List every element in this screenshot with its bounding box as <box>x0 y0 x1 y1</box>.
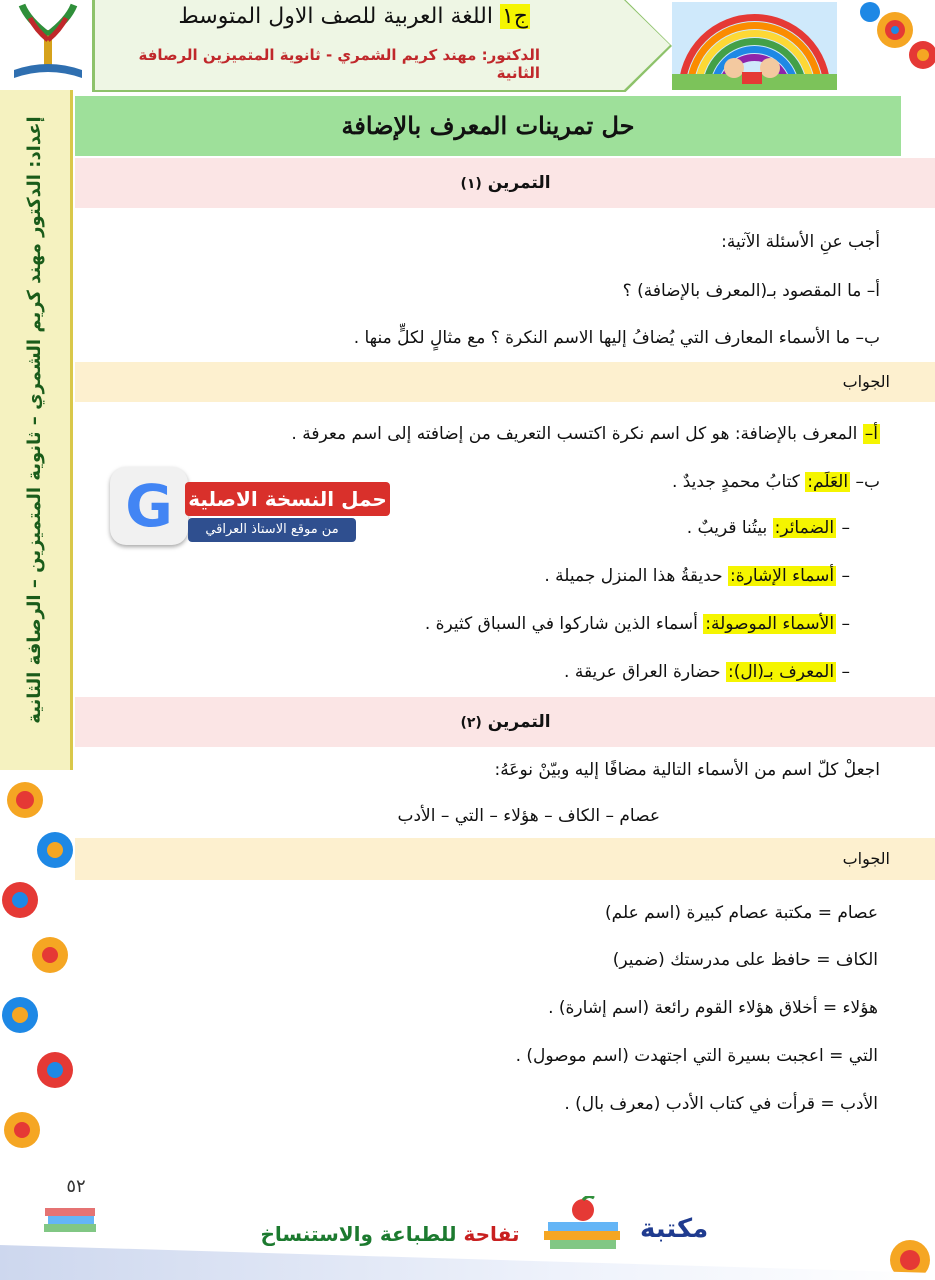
books-icon <box>40 1200 100 1240</box>
exercise2-answer: عصام = مكتبة عصام كبيرة (اسم علم) <box>605 903 878 923</box>
exercise2-title: التمرين (٢) <box>460 712 551 732</box>
answer-item: – أسماء الإشارة: حديقةُ هذا المنزل جميلة . <box>544 566 850 586</box>
answer2-label: الجواب <box>842 849 890 868</box>
exercise2-prompt: اجعلْ كلّ اسم من الأسماء التالية مضافًا إليه وبيّنْ نوعَهُ: <box>494 760 880 780</box>
google-letter: G <box>125 472 173 540</box>
bottom-bar <box>0 1245 935 1280</box>
badge-source-link[interactable]: من موقع الاستاذ العراقي <box>188 518 356 542</box>
page-number: ٥٢ <box>66 1176 86 1197</box>
exercise1-title: التمرين (١) <box>460 173 551 193</box>
answer1-label: الجواب <box>842 372 890 391</box>
ornament-left-icon <box>0 780 80 1170</box>
answer-a: أ– المعرف بالإضافة: هو كل اسم نكرة اكتسب التعريف من إضافته إلى اسم معرفة . <box>291 424 878 444</box>
exercise2-answer: التي = اعجبت بسيرة التي اجتهدت (اسم موصول) . <box>515 1046 878 1066</box>
school-logo-icon <box>8 0 88 82</box>
answer-item: – الضمائر: بيتُنا قريبٌ . <box>686 518 850 538</box>
exercise1-question-b: ب– ما الأسماء المعارف التي يُضافُ إليها الاسم النكرة ؟ مع مثالٍ لكلٍّ منها . <box>353 328 880 348</box>
answer-b: ب– العَلَم: كتابُ محمدٍ جديدٌ . <box>671 472 880 492</box>
ornament-top-right-icon <box>855 0 935 85</box>
exercise1-question-a: أ– ما المقصود بـ(المعرف بالإضافة) ؟ <box>622 281 880 301</box>
exercise2-answer: هؤلاء = أخلاق هؤلاء القوم رائعة (اسم إشارة) . <box>548 998 878 1018</box>
footer-name: تفاحة للطباعة والاستنساخ <box>260 1222 520 1246</box>
answer-item: – الأسماء الموصولة: أسماء الذين شاركوا في السباق كثيرة . <box>424 614 850 634</box>
rainbow-illustration-icon <box>672 2 837 90</box>
apple-books-icon <box>538 1196 628 1256</box>
sidebar-author-text: إعداد: الدكتور مهند كريم الشمري – ثانوية المتميزين – الرصافة الثانية <box>24 116 45 724</box>
exercise2-answer: الأدب = قرأت في كتاب الأدب (معرف بال) . <box>564 1094 878 1114</box>
exercise2-answer: الكاف = حافظ على مدرستك (ضمير) <box>612 950 878 970</box>
subject-title: اللغة العربية للصف الاول المتوسط <box>178 4 493 29</box>
header-title <box>120 4 530 29</box>
grade-badge: ج١ <box>501 4 528 29</box>
footer-brand: مكتبة <box>640 1214 709 1244</box>
answer-item: – المعرف بـ(ال): حضارة العراق عريقة . <box>564 662 850 682</box>
exercise2-words: عصام – الكاف – هؤلاء – التي – الأدب <box>397 806 660 826</box>
download-original-link[interactable]: حمل النسخة الاصلية <box>185 482 390 516</box>
page-title: حل تمرينات المعرف بالإضافة <box>341 111 635 140</box>
exercise1-prompt: أجب عنِ الأسئلة الآتية: <box>721 232 880 252</box>
header-subtitle: الدكتور: مهند كريم الشمري - ثانوية المتميزين الرصافة الثانية <box>138 46 540 82</box>
